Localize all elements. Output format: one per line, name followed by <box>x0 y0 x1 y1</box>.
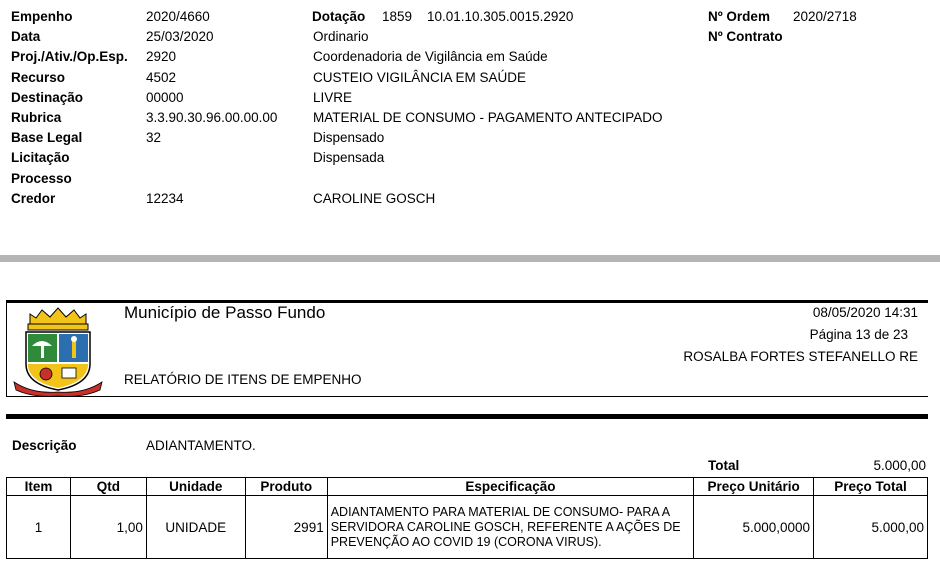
report-page: Página 13 de 23 <box>809 327 908 342</box>
cell-especificacao: ADIANTAMENTO PARA MATERIAL DE CONSUMO- PARA A SERVIDORA CAROLINE GOSCH, REFERENTE A AÇÕES DE PREVENÇÃO AO COVID 19 (CORONA VIRUS). <box>327 496 693 559</box>
header-field-detail: Ordinario <box>313 29 369 45</box>
cell-produto: 2991 <box>245 496 327 559</box>
header-field-label: Base Legal <box>11 130 83 146</box>
section-rule <box>6 414 928 419</box>
total-value: 5.000,00 <box>873 458 926 473</box>
header-field-value: 3.3.90.30.96.00.00.00 <box>146 110 278 125</box>
header-field-detail: MATERIAL DE CONSUMO - PAGAMENTO ANTECIPADO <box>313 110 663 125</box>
descricao-value: ADIANTAMENTO. <box>146 438 256 453</box>
ordem-value: 2020/2718 <box>793 9 857 24</box>
report-bottom-rule <box>6 396 928 397</box>
gray-separator <box>0 255 940 262</box>
header-field-detail: CUSTEIO VIGILÂNCIA EM SAÚDE <box>313 69 527 85</box>
header-field-value: 2020/4660 <box>146 9 210 24</box>
header-field-label: Licitação <box>11 150 70 166</box>
cell-preco-unitario: 5.000,0000 <box>694 496 814 559</box>
items-table <box>6 477 928 559</box>
header-field-label: Processo <box>11 170 72 186</box>
table-header-row <box>7 478 928 496</box>
header-field-value: 4502 <box>146 69 177 85</box>
municipal-crest-icon <box>12 304 104 396</box>
header-field-value: 00000 <box>146 89 184 105</box>
cell-preco-total: 5.000,00 <box>814 496 928 559</box>
header-field-label: Credor <box>11 190 56 206</box>
cell-unidade: UNIDADE <box>146 496 245 559</box>
col-header-preco-total: Preço Total <box>814 478 928 496</box>
header-field-label: Rubrica <box>11 110 62 125</box>
col-header-qtd: Qtd <box>70 478 146 496</box>
col-header-item: Item <box>7 478 71 496</box>
cell-qtd: 1,00 <box>70 496 146 559</box>
report-left-rule <box>6 300 7 397</box>
header-field-detail: LIVRE <box>313 89 353 105</box>
cell-item: 1 <box>7 496 71 559</box>
municipality-name: Município de Passo Fundo <box>124 303 326 322</box>
header-field-label: Data <box>11 29 41 45</box>
total-label: Total <box>708 458 740 473</box>
report-title: RELATÓRIO DE ITENS DE EMPENHO <box>124 372 362 387</box>
header-field-detail: Coordenadoria de Vigilância em Saúde <box>313 49 548 65</box>
header-field-label: Destinação <box>11 89 84 105</box>
report-user: ROSALBA FORTES STEFANELLO RE <box>683 349 918 364</box>
col-header-especificacao: Especificação <box>327 478 693 496</box>
header-field-detail: Dispensado <box>313 130 385 146</box>
descricao-label: Descrição <box>12 438 77 453</box>
col-header-produto: Produto <box>245 478 327 496</box>
report-datetime: 08/05/2020 14:31 <box>812 305 918 320</box>
contrato-label: Nº Contrato <box>708 29 783 44</box>
header-field-label: Proj./Ativ./Op.Esp. <box>11 49 128 65</box>
header-field-value: 32 <box>146 130 162 146</box>
header-field-value: 25/03/2020 <box>146 29 214 45</box>
header-field-label: Recurso <box>11 69 66 85</box>
col-header-preco-unitario: Preço Unitário <box>694 478 814 496</box>
dotacao-label: Dotação <box>312 9 366 24</box>
dotacao-code: 1859 <box>382 9 413 24</box>
dotacao-value: 10.01.10.305.0015.2920 <box>427 9 574 24</box>
header-field-label: Empenho <box>11 9 73 24</box>
header-field-value: 2920 <box>146 49 177 65</box>
col-header-unidade: Unidade <box>146 478 245 496</box>
header-field-value: 12234 <box>146 190 184 206</box>
ordem-label: Nº Ordem <box>708 9 770 24</box>
header-field-detail: Dispensada <box>313 150 385 166</box>
table-row <box>7 496 928 559</box>
header-field-detail: CAROLINE GOSCH <box>313 190 436 206</box>
